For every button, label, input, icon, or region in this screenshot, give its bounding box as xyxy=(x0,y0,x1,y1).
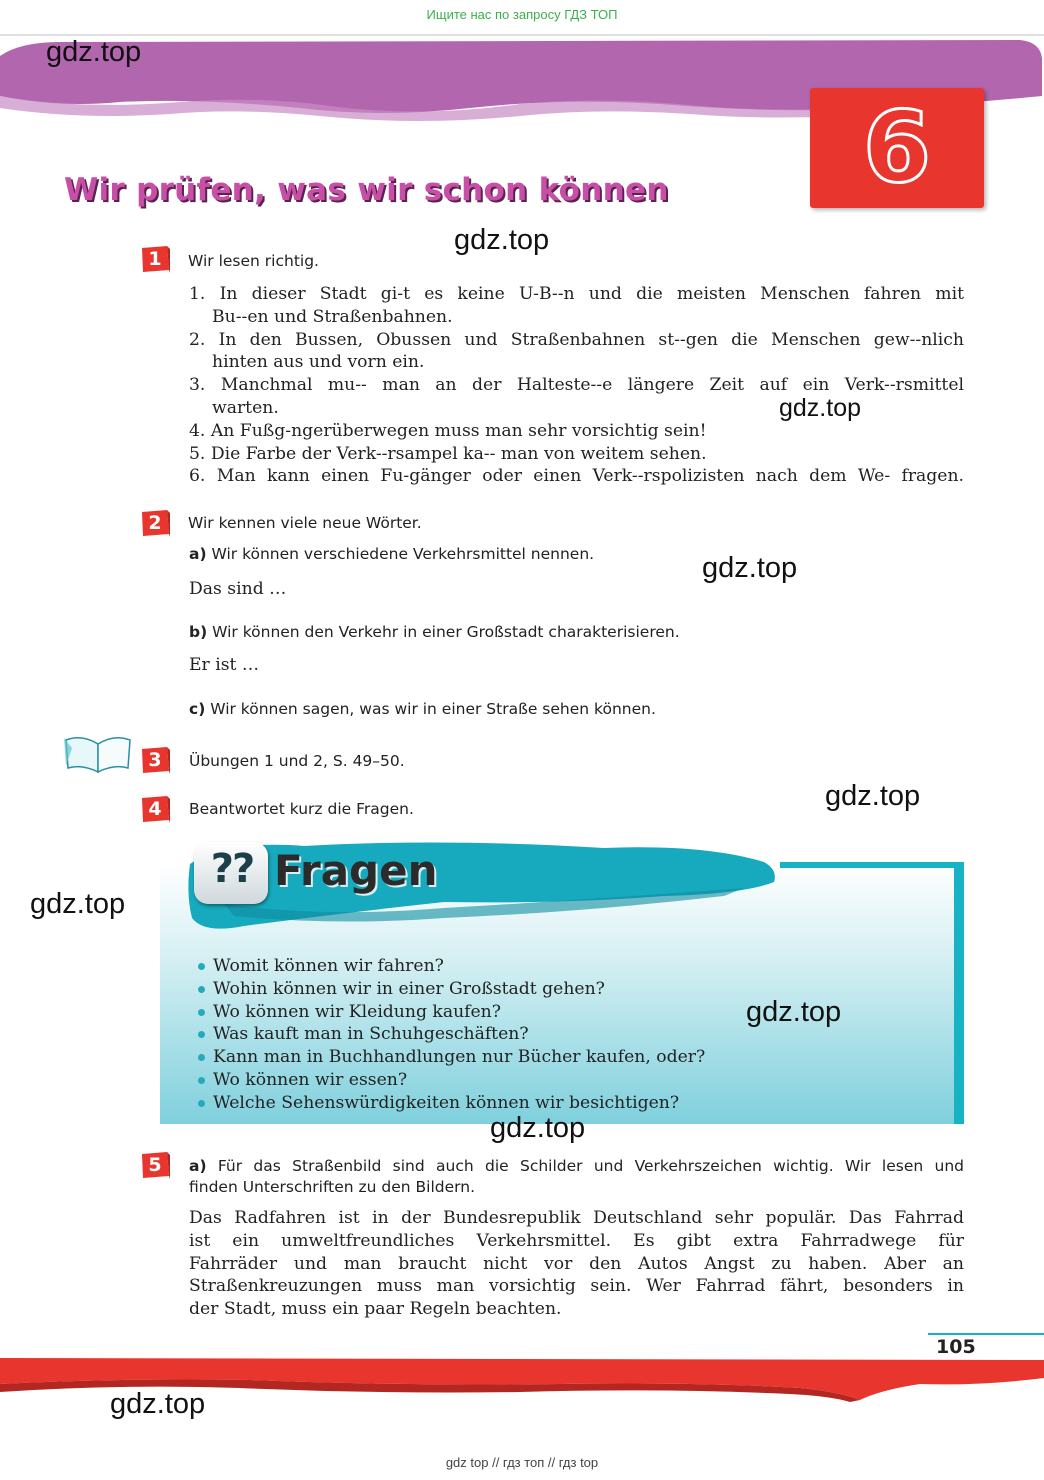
list-item: 4. An Fußg-ngerüberwegen muss man sehr vorsichtig sein! xyxy=(189,420,707,441)
task-number: 5 xyxy=(148,1154,162,1176)
workbook-icon xyxy=(62,730,134,778)
item-text: Wir können verschiedene Verkehrsmittel nennen. xyxy=(211,545,595,563)
task-number-badge xyxy=(139,244,171,274)
question-text: Womit können wir fahren? xyxy=(213,956,444,976)
question-text: Wo können wir Kleidung kaufen? xyxy=(213,1001,501,1022)
chapter-badge xyxy=(810,88,984,208)
panel-border xyxy=(954,864,964,1124)
list-item xyxy=(198,955,705,978)
list-item: 3. Manchmal mu-- man an der Halteste--e längere Zeit auf ein Verk--rsmittel xyxy=(189,375,964,396)
list-item: 6. Man kann einen Fu-gänger oder einen Verk--rspolizisten nach dem We- fragen. xyxy=(189,466,964,487)
item-label: b) xyxy=(189,623,208,641)
list-item: Bu--en und Straßenbahnen. xyxy=(212,306,453,327)
task1-list xyxy=(189,283,964,488)
task5-a xyxy=(189,1156,964,1198)
bullet-icon xyxy=(198,1009,205,1016)
bullet-icon xyxy=(198,1031,205,1038)
task5-paragraph xyxy=(189,1207,964,1321)
chapter-number: 6 xyxy=(862,91,932,205)
list-item xyxy=(198,1001,705,1024)
watermark: gdz.top xyxy=(110,1388,206,1420)
item-label: a) xyxy=(189,1157,207,1175)
bullet-icon xyxy=(198,1077,205,1084)
watermark: gdz.top xyxy=(454,224,550,256)
task2-b-answer: Er ist … xyxy=(189,655,260,675)
list-item xyxy=(198,1046,705,1069)
page-number-rule xyxy=(928,1333,1044,1335)
task-line: finden Unterschriften zu den Bildern. xyxy=(189,1178,476,1196)
task-heading: Wir lesen richtig. xyxy=(188,252,319,270)
task-heading: Wir kennen viele neue Wörter. xyxy=(188,514,422,532)
task-number: 3 xyxy=(148,749,162,771)
list-item: 5. Die Farbe der Verk--rsampel ka-- man von weitem sehen. xyxy=(189,443,707,464)
question-text: Welche Sehenswürdigkeiten können wir besichtigen? xyxy=(213,1092,680,1113)
watermark: gdz.top xyxy=(30,888,126,920)
watermark: gdz.top xyxy=(702,552,798,584)
item-label: c) xyxy=(189,700,206,718)
list-item xyxy=(198,1092,705,1115)
task-number-badge xyxy=(139,794,171,824)
task-number: 4 xyxy=(148,798,162,820)
bottom-banner[interactable]: gdz top // гдз топ // гдз top xyxy=(0,1448,1044,1480)
list-item xyxy=(198,1023,705,1046)
task-number-badge xyxy=(139,508,171,538)
task2-c xyxy=(189,700,656,718)
task2-b xyxy=(189,623,680,641)
question-text: Kann man in Buchhandlungen nur Bücher kaufen, oder? xyxy=(213,1047,706,1068)
watermark: gdz.top xyxy=(779,394,862,422)
task-line xyxy=(189,1156,964,1177)
watermark: gdz.top xyxy=(46,36,142,68)
task-number-badge xyxy=(139,745,171,775)
paragraph-line: der Stadt, muss ein paar Regeln beachten. xyxy=(189,1299,562,1320)
task2-a xyxy=(189,545,594,563)
bullet-icon xyxy=(198,1054,205,1061)
page-number: 105 xyxy=(936,1336,976,1358)
item-label: a) xyxy=(189,545,207,563)
watermark: gdz.top xyxy=(746,996,842,1028)
list-item: hinten aus und vorn ein. xyxy=(212,352,425,373)
question-list xyxy=(198,955,705,1115)
list-item xyxy=(198,978,705,1001)
question-text: Wo können wir essen? xyxy=(213,1069,408,1090)
item-text: Wir können den Verkehr in einer Großstadt charakterisieren. xyxy=(212,623,680,641)
task-number: 2 xyxy=(148,512,162,534)
panel-border xyxy=(780,862,964,868)
task-heading: Beantwortet kurz die Fragen. xyxy=(189,800,414,818)
page-title: Wir prüfen, was wir schon können xyxy=(64,172,669,208)
watermark: gdz.top xyxy=(490,1112,586,1144)
list-item: 1. In dieser Stadt gi-t es keine U-B--n und die meisten Menschen fahren mit xyxy=(189,284,964,304)
task-number-badge xyxy=(139,1150,171,1180)
item-text: Für das Straßenbild sind auch die Schilder und Verkehrszeichen wichtig. Wir lesen und xyxy=(217,1157,964,1175)
paragraph-line: Das Radfahren ist in der Bundesrepublik Deutschland sehr populär. Das Fahrrad xyxy=(189,1208,964,1228)
paragraph-line: Fahrräder und man braucht nicht vor den Autos Angst zu haben. Aber an xyxy=(189,1253,964,1274)
paragraph-line: ist ein umweltfreundliches Verkehrsmittel. Es gibt extra Fahrradwege für xyxy=(189,1230,964,1251)
top-banner[interactable]: Ищите нас по запросу ГДЗ ТОП xyxy=(426,7,618,22)
list-item: warten. xyxy=(212,397,279,418)
task-number: 1 xyxy=(148,248,162,270)
bullet-icon xyxy=(198,1100,205,1107)
question-icon-label: ?? xyxy=(210,846,254,892)
task2-a-answer: Das sind … xyxy=(189,579,287,599)
task-heading: Übungen 1 und 2, S. 49–50. xyxy=(189,752,405,770)
paragraph-line: Straßenkreuzungen muss man vorsichtig sein. Wer Fahrrad fährt, besonders in xyxy=(189,1276,964,1297)
question-text: Wohin können wir in einer Großstadt gehen? xyxy=(213,978,605,999)
bullet-icon xyxy=(198,986,205,993)
list-item: 2. In den Bussen, Obussen und Straßenbahnen st--gen die Menschen gew--nlich xyxy=(189,329,964,350)
watermark: gdz.top xyxy=(825,780,921,812)
list-item xyxy=(198,1069,705,1092)
fragen-title: Fragen xyxy=(274,846,438,895)
bullet-icon xyxy=(198,963,205,970)
question-text: Was kauft man in Schuhgeschäften? xyxy=(213,1024,529,1045)
item-text: Wir können sagen, was wir in einer Straße sehen können. xyxy=(210,700,656,718)
